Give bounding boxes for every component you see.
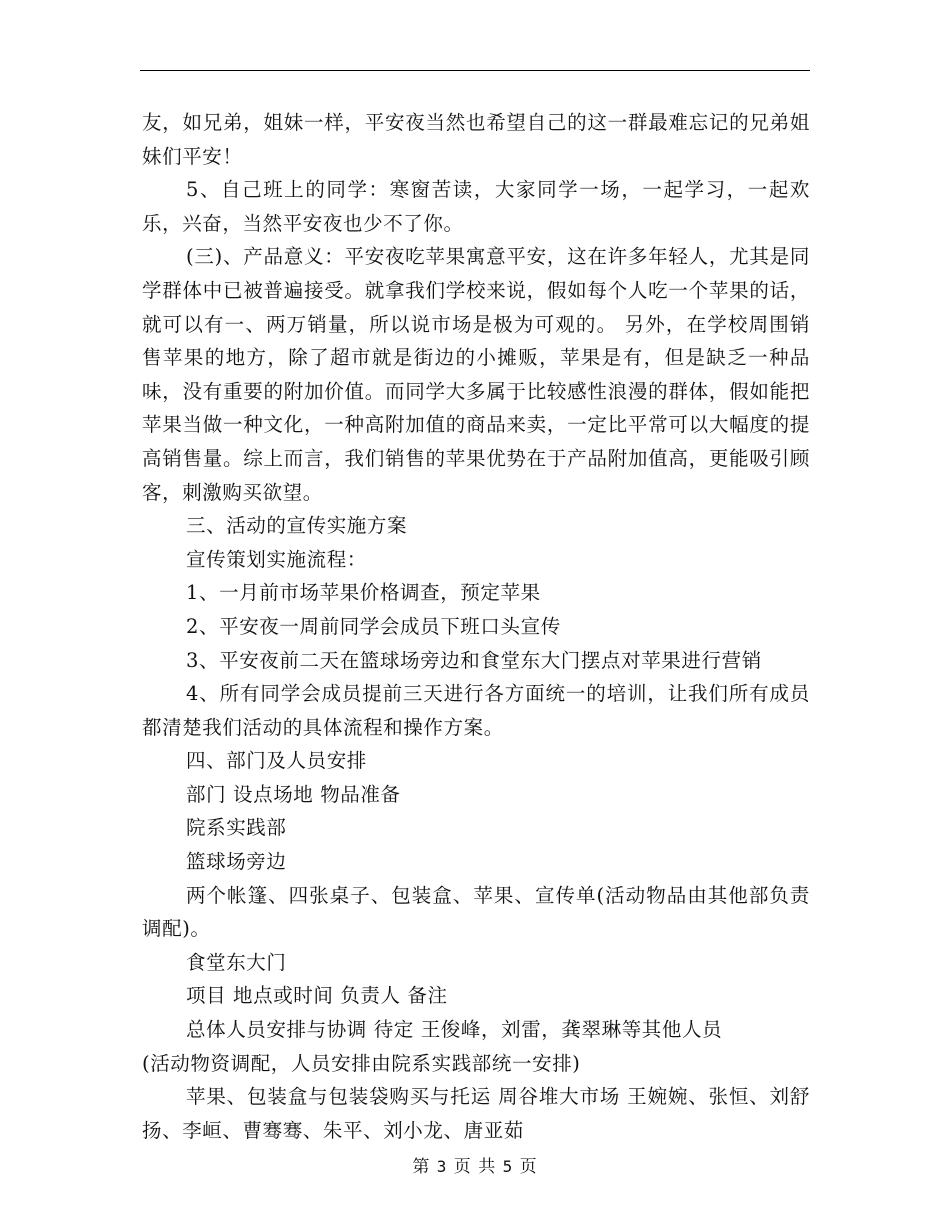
paragraph: (三)、产品意义：平安夜吃苹果寓意平安，这在许多年轻人，尤其是同学群体中已被普遍接受。就拿我们学校来说，假如每个人吃一个苹果的话，就可以有一、两万销量，所以说市场是极为可观的。 另外，在学校周围销售苹果的地方，除了超市就是街边的小摊贩，苹果是有，但是缺乏一种品味，没有重要的附加价值。而同学大多属于比较感性浪漫的群体，假如能把苹果当做一种文化，一种高附加值的商品来卖，一定比平常可以大幅度的提高销售量。综上而言，我们销售的苹果优势在于产品附加值高，更能吸引顾客，刺激购买欲望。 (142, 245, 810, 504)
paragraph: (活动物资调配，人员安排由院系实践部统一安排) (142, 1051, 581, 1075)
list-item: 1、一月前市场苹果价格调查，预定苹果 (186, 581, 541, 605)
section-heading: 三、活动的宣传实施方案 (186, 514, 408, 538)
footer-middle: 页 共 (453, 1157, 497, 1177)
footer-suffix: 页 (519, 1157, 538, 1177)
section-heading: 四、部门及人员安排 (186, 749, 367, 773)
total-pages-number: 5 (502, 1157, 514, 1176)
paragraph: 苹果、包装盒与包装袋购买与托运 周谷堆大市场 王婉婉、张恒、刘舒扬、李峘、曹骞骞、朱平、刘小龙、唐亚茹 (142, 1085, 810, 1142)
paragraph: 篮球场旁边 (186, 850, 287, 874)
paragraph: 院系实践部 (186, 816, 287, 840)
paragraph: 两个帐篷、四张桌子、包装盒、苹果、宣传单(活动物品由其他部负责调配)。 (142, 883, 810, 941)
paragraph: 项目 地点或时间 负责人 备注 (186, 984, 448, 1008)
paragraph: 宣传策划实施流程： (186, 547, 367, 571)
paragraph: 5、自己班上的同学：寒窗苦读，大家同学一场，一起学习，一起欢乐，兴奋，当然平安夜也少不了你。 (142, 178, 810, 235)
document-body (142, 106, 810, 1147)
paragraph: 友，如兄弟，姐妹一样，平安夜当然也希望自己的这一群最难忘记的兄弟姐妹们平安！ (142, 111, 810, 168)
paragraph: 部门 设点场地 物品准备 (186, 782, 401, 806)
list-item: 4、所有同学会成员提前三天进行各方面统一的培训，让我们所有成员都清楚我们活动的具体流程和操作方案。 (142, 682, 810, 739)
footer-prefix: 第 (412, 1157, 431, 1177)
current-page-number: 3 (436, 1157, 448, 1176)
header-rule (140, 70, 810, 71)
paragraph: 总体人员安排与协调 待定 王俊峰，刘雷，龚翠琳等其他人员 (186, 1018, 723, 1042)
paragraph: 食堂东大门 (186, 950, 287, 974)
list-item: 3、平安夜前二天在篮球场旁边和食堂东大门摆点对苹果进行营销 (186, 648, 762, 672)
page-number-footer (0, 1152, 950, 1177)
list-item: 2、平安夜一周前同学会成员下班口头宣传 (186, 614, 561, 638)
